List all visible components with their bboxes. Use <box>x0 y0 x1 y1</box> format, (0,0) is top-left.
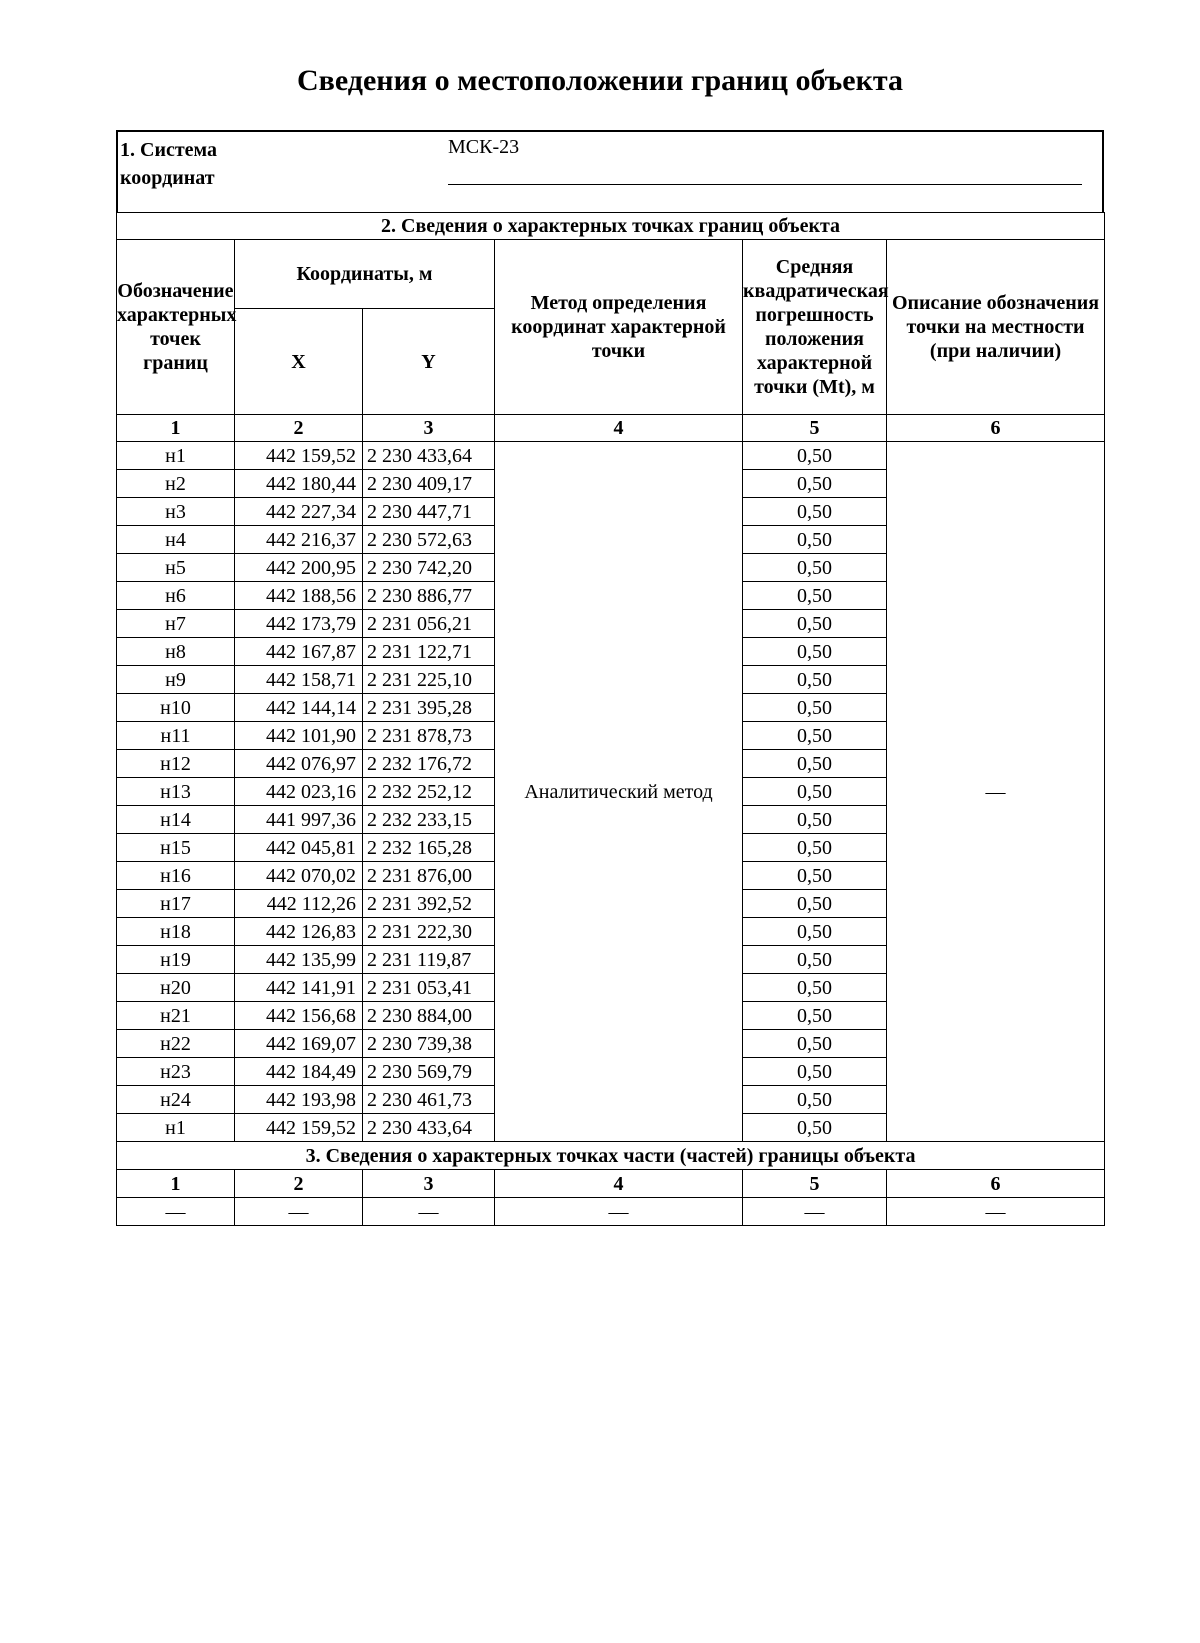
mt-value: 0,50 <box>743 890 887 918</box>
point-name: н15 <box>117 834 235 862</box>
section3-title: 3. Сведения о характерных точках части (частей) границы объекта <box>117 1142 1105 1170</box>
point-name: н13 <box>117 778 235 806</box>
header-description: Описание обозначения точки на местности (при наличии) <box>887 240 1105 415</box>
empty-cell: — <box>363 1198 495 1226</box>
header-x: X <box>235 309 363 415</box>
point-name: н3 <box>117 498 235 526</box>
col-number: 6 <box>887 1170 1105 1198</box>
underline <box>448 184 1082 185</box>
coord-x: 442 112,26 <box>235 890 363 918</box>
coord-y: 2 230 572,63 <box>363 526 495 554</box>
point-name: н21 <box>117 1002 235 1030</box>
coord-y: 2 230 409,17 <box>363 470 495 498</box>
point-name: н2 <box>117 470 235 498</box>
mt-value: 0,50 <box>743 1114 887 1142</box>
empty-cell: — <box>117 1198 235 1226</box>
mt-value: 0,50 <box>743 582 887 610</box>
coord-x: 442 070,02 <box>235 862 363 890</box>
mt-value: 0,50 <box>743 694 887 722</box>
col-number: 4 <box>495 1170 743 1198</box>
coord-x: 442 173,79 <box>235 610 363 638</box>
mt-value: 0,50 <box>743 918 887 946</box>
mt-value: 0,50 <box>743 1058 887 1086</box>
boundary-points-table <box>116 212 1105 1142</box>
coord-x: 442 159,52 <box>235 442 363 470</box>
coord-y: 2 230 433,64 <box>363 442 495 470</box>
coord-y: 2 232 176,72 <box>363 750 495 778</box>
coord-y: 2 231 222,30 <box>363 918 495 946</box>
coord-y: 2 230 886,77 <box>363 582 495 610</box>
coord-y: 2 231 392,52 <box>363 890 495 918</box>
point-name: н23 <box>117 1058 235 1086</box>
header-y: Y <box>363 309 495 415</box>
mt-value: 0,50 <box>743 1002 887 1030</box>
mt-value: 0,50 <box>743 610 887 638</box>
point-name: н8 <box>117 638 235 666</box>
method-cell: Аналитический метод <box>495 442 743 1142</box>
col-number: 5 <box>743 415 887 442</box>
coord-y: 2 231 119,87 <box>363 946 495 974</box>
col-number: 1 <box>117 415 235 442</box>
mt-value: 0,50 <box>743 666 887 694</box>
empty-cell: — <box>743 1198 887 1226</box>
col-number: 3 <box>363 415 495 442</box>
col-number: 2 <box>235 1170 363 1198</box>
coord-y: 2 230 742,20 <box>363 554 495 582</box>
coordinate-system-value: МСК-23 <box>448 136 520 158</box>
col-number: 3 <box>363 1170 495 1198</box>
header-mt: Средняя квадратическая погрешность положения характерной точки (Mt), м <box>743 240 887 415</box>
mt-value: 0,50 <box>743 638 887 666</box>
mt-value: 0,50 <box>743 470 887 498</box>
mt-value: 0,50 <box>743 778 887 806</box>
coord-y: 2 231 876,00 <box>363 862 495 890</box>
mt-value: 0,50 <box>743 974 887 1002</box>
coord-x: 442 141,91 <box>235 974 363 1002</box>
mt-value: 0,50 <box>743 526 887 554</box>
point-name: н6 <box>117 582 235 610</box>
coord-x: 442 184,49 <box>235 1058 363 1086</box>
mt-value: 0,50 <box>743 554 887 582</box>
coord-x: 442 076,97 <box>235 750 363 778</box>
coord-y: 2 230 461,73 <box>363 1086 495 1114</box>
point-name: н7 <box>117 610 235 638</box>
description-cell: — <box>887 442 1105 1142</box>
mt-value: 0,50 <box>743 834 887 862</box>
coord-x: 442 167,87 <box>235 638 363 666</box>
point-name: н5 <box>117 554 235 582</box>
header-point-name: Обозначение характерных точек границ <box>117 240 235 415</box>
mt-value: 0,50 <box>743 1086 887 1114</box>
mt-value: 0,50 <box>743 498 887 526</box>
col-number: 2 <box>235 415 363 442</box>
header-coordinates: Координаты, м <box>235 240 495 309</box>
point-name: н1 <box>117 442 235 470</box>
point-name: н1 <box>117 1114 235 1142</box>
coord-y: 2 231 225,10 <box>363 666 495 694</box>
coord-y: 2 232 165,28 <box>363 834 495 862</box>
coord-x: 442 023,16 <box>235 778 363 806</box>
col-number: 1 <box>117 1170 235 1198</box>
mt-value: 0,50 <box>743 862 887 890</box>
coord-x: 442 227,34 <box>235 498 363 526</box>
mt-value: 0,50 <box>743 722 887 750</box>
point-name: н16 <box>117 862 235 890</box>
point-name: н10 <box>117 694 235 722</box>
table-row <box>117 442 1105 470</box>
coord-x: 442 216,37 <box>235 526 363 554</box>
point-name: н20 <box>117 974 235 1002</box>
coord-y: 2 231 878,73 <box>363 722 495 750</box>
mt-value: 0,50 <box>743 806 887 834</box>
mt-value: 0,50 <box>743 1030 887 1058</box>
point-name: н12 <box>117 750 235 778</box>
col-number: 4 <box>495 415 743 442</box>
point-name: н22 <box>117 1030 235 1058</box>
coord-y: 2 231 122,71 <box>363 638 495 666</box>
coord-x: 442 169,07 <box>235 1030 363 1058</box>
mt-value: 0,50 <box>743 442 887 470</box>
col-number: 6 <box>887 415 1105 442</box>
mt-value: 0,50 <box>743 750 887 778</box>
coord-y: 2 231 053,41 <box>363 974 495 1002</box>
point-name: н17 <box>117 890 235 918</box>
coord-x: 442 045,81 <box>235 834 363 862</box>
part-boundary-points-table <box>116 1141 1105 1226</box>
empty-cell: — <box>235 1198 363 1226</box>
coord-y: 2 230 569,79 <box>363 1058 495 1086</box>
header-method: Метод определения координат характерной точки <box>495 240 743 415</box>
coord-y: 2 231 395,28 <box>363 694 495 722</box>
point-name: н24 <box>117 1086 235 1114</box>
coord-x: 441 997,36 <box>235 806 363 834</box>
section2-title: 2. Сведения о характерных точках границ объекта <box>117 213 1105 240</box>
coord-y: 2 230 884,00 <box>363 1002 495 1030</box>
coord-x: 442 135,99 <box>235 946 363 974</box>
coord-x: 442 188,56 <box>235 582 363 610</box>
point-name: н19 <box>117 946 235 974</box>
empty-cell: — <box>887 1198 1105 1226</box>
coordinate-system-block <box>116 130 1104 212</box>
coord-x: 442 193,98 <box>235 1086 363 1114</box>
point-name: н4 <box>117 526 235 554</box>
point-name: н9 <box>117 666 235 694</box>
coord-x: 442 200,95 <box>235 554 363 582</box>
coord-x: 442 159,52 <box>235 1114 363 1142</box>
coord-y: 2 230 433,64 <box>363 1114 495 1142</box>
point-name: н11 <box>117 722 235 750</box>
empty-cell: — <box>495 1198 743 1226</box>
coord-x: 442 158,71 <box>235 666 363 694</box>
coord-y: 2 230 447,71 <box>363 498 495 526</box>
coord-x: 442 156,68 <box>235 1002 363 1030</box>
coord-x: 442 126,83 <box>235 918 363 946</box>
coord-y: 2 232 233,15 <box>363 806 495 834</box>
point-name: н18 <box>117 918 235 946</box>
coord-y: 2 232 252,12 <box>363 778 495 806</box>
coord-y: 2 230 739,38 <box>363 1030 495 1058</box>
point-name: н14 <box>117 806 235 834</box>
coord-x: 442 144,14 <box>235 694 363 722</box>
mt-value: 0,50 <box>743 946 887 974</box>
coord-x: 442 101,90 <box>235 722 363 750</box>
coord-x: 442 180,44 <box>235 470 363 498</box>
coord-y: 2 231 056,21 <box>363 610 495 638</box>
page-title: Сведения о местоположении границ объекта <box>297 64 903 97</box>
col-number: 5 <box>743 1170 887 1198</box>
coordinate-system-label: 1. Система координат <box>120 139 218 189</box>
